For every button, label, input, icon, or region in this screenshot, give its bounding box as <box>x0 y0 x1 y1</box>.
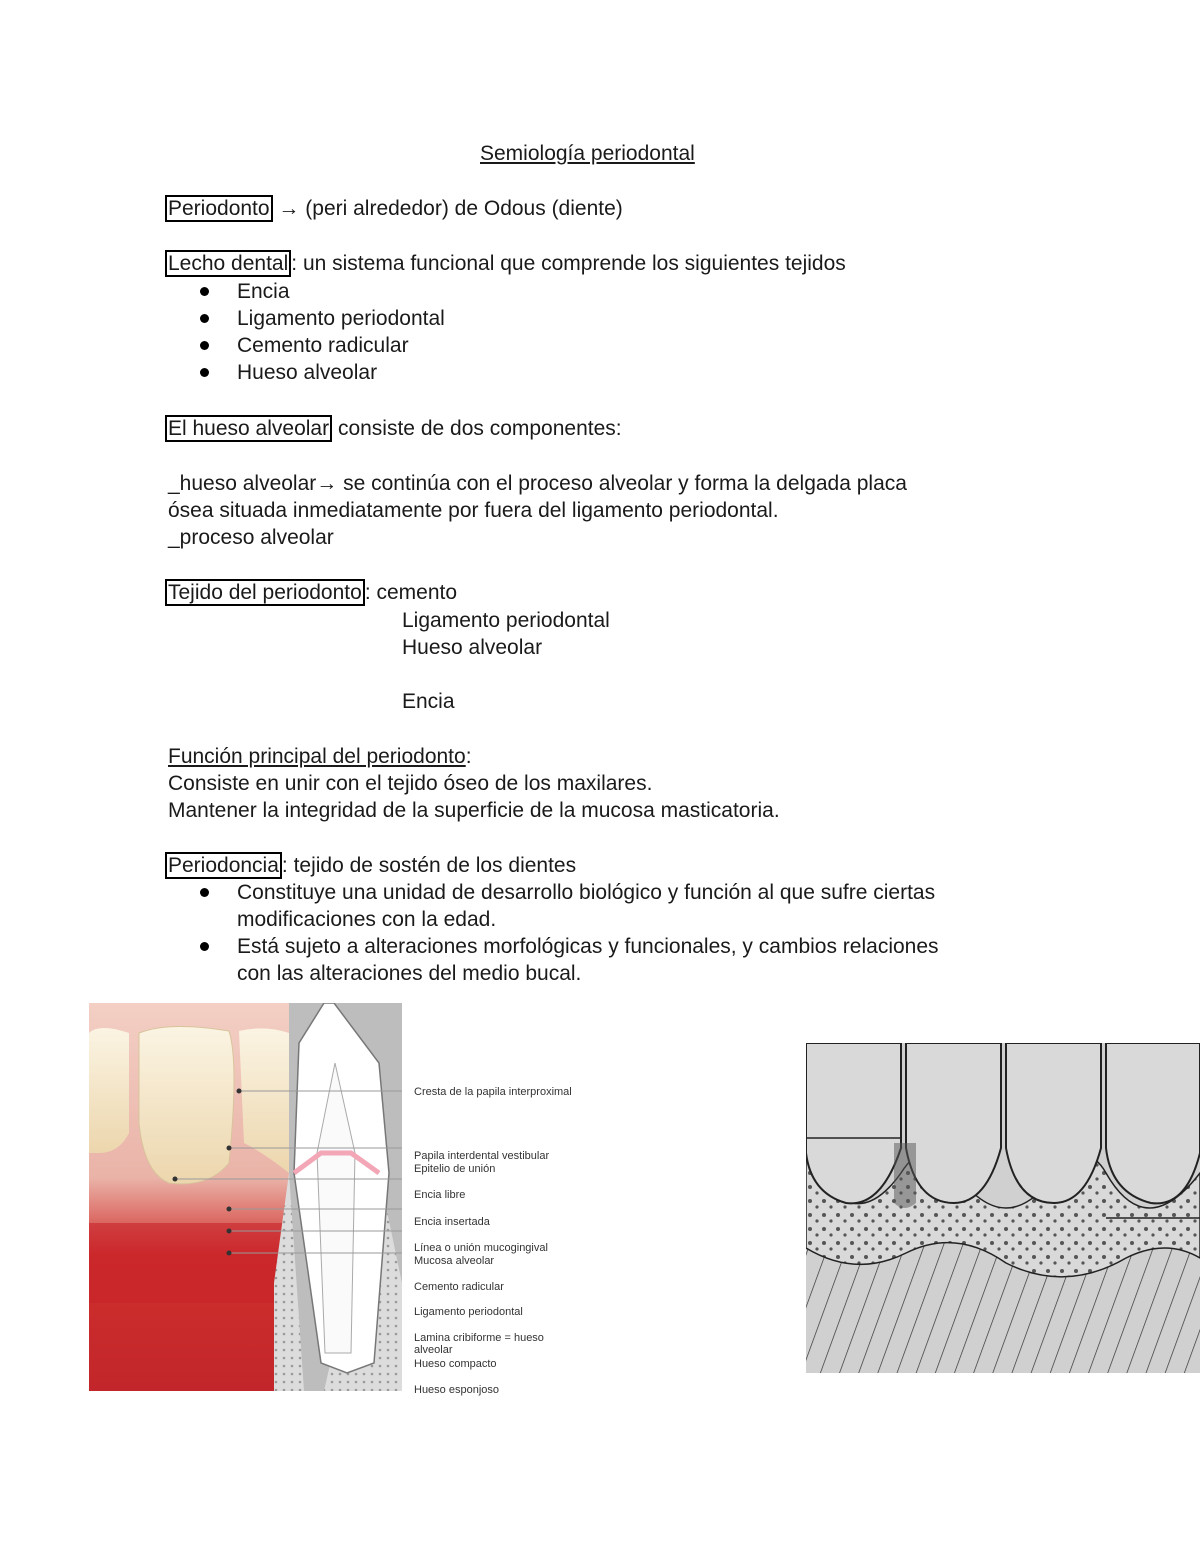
list-item-cont: con las alteraciones del medio bucal. <box>237 962 582 985</box>
figure-label: Lamina cribiforme = hueso alveolar <box>414 1332 544 1356</box>
hueso-component-1-cont: ósea situada inmediatamente por fuera del ligamento periodontal. <box>168 499 779 522</box>
periodonto-line <box>168 195 623 222</box>
figure-label: Papila interdental vestibular <box>414 1150 550 1162</box>
lecho-definition: : un sistema funcional que comprende los siguientes tejidos <box>291 252 846 275</box>
arrow-icon: → <box>316 472 338 495</box>
hueso-component-text: se continúa con el proceso alveolar y forma la delgada placa <box>337 472 907 495</box>
lecho-term: Lecho dental <box>165 250 291 277</box>
periodonto-term: Periodonto <box>165 195 273 222</box>
hueso-component-2: _proceso alveolar <box>168 526 334 549</box>
list-item-cont: modificaciones con la edad. <box>237 908 497 931</box>
hueso-line <box>168 415 622 442</box>
gingiva-anatomy-figure <box>89 1003 402 1391</box>
figure-label: Hueso esponjoso <box>414 1384 500 1396</box>
figure-label: Encia insertada <box>414 1216 490 1228</box>
periodoncia-definition: : tejido de sostén de los dientes <box>281 854 577 877</box>
bullet-icon <box>200 314 209 323</box>
figure-label: Línea o unión mucogingival <box>414 1242 548 1254</box>
tejido-line <box>168 579 457 606</box>
list-item: Encia <box>237 280 290 303</box>
tejido-item: Ligamento periodontal <box>402 609 610 632</box>
funcion-heading <box>168 743 472 770</box>
tejido-item: Hueso alveolar <box>402 636 543 659</box>
figure-label: Cresta de la papila interproximal <box>414 1086 572 1098</box>
bullet-icon <box>200 942 209 951</box>
figure-label: Ligamento periodontal <box>414 1306 523 1318</box>
periodontium-schematic <box>806 1043 1200 1373</box>
hueso-definition: consiste de dos componentes: <box>332 417 622 440</box>
funcion-line-1: Consiste en unir con el tejido óseo de los maxilares. <box>168 772 653 795</box>
lecho-line <box>168 250 846 277</box>
bullet-icon <box>200 888 209 897</box>
periodoncia-term: Periodoncia <box>165 852 282 879</box>
arrow-icon: → <box>278 197 300 220</box>
funcion-colon: : <box>465 745 472 768</box>
figure-label: Cemento radicular <box>414 1281 504 1293</box>
tejido-item: Encia <box>402 690 455 713</box>
hueso-component-label: _hueso alveolar <box>168 472 317 495</box>
bullet-icon <box>200 287 209 296</box>
figure-label: Epitelio de unión <box>414 1163 496 1175</box>
hueso-term: El hueso alveolar <box>165 415 332 442</box>
list-item: Está sujeto a alteraciones morfológicas y funcionales, y cambios relaciones <box>237 935 939 958</box>
bullet-icon <box>200 368 209 377</box>
figure-label: Mucosa alveolar <box>414 1255 495 1267</box>
figure-label: Hueso compacto <box>414 1358 497 1370</box>
funcion-heading-text: Función principal del periodonto <box>168 745 466 768</box>
bullet-icon <box>200 341 209 350</box>
periodontium-schematic-figure <box>806 1043 1200 1373</box>
figure-label: Encia libre <box>414 1189 466 1201</box>
list-item: Constituye una unidad de desarrollo biológico y función al que sufre ciertas <box>237 881 936 904</box>
page-title: Semiología periodontal <box>480 142 695 165</box>
periodoncia-line <box>168 852 576 879</box>
list-item: Cemento radicular <box>237 334 409 357</box>
tejido-first: : cemento <box>364 581 458 604</box>
tejido-term: Tejido del periodonto <box>165 579 365 606</box>
list-item: Ligamento periodontal <box>237 307 445 330</box>
periodonto-definition: (peri alrededor) de Odous (diente) <box>305 197 623 220</box>
funcion-line-2: Mantener la integridad de la superficie de la mucosa masticatoria. <box>168 799 780 822</box>
hueso-component-1 <box>168 470 907 497</box>
gingiva-illustration <box>89 1003 402 1391</box>
list-item: Hueso alveolar <box>237 361 378 384</box>
